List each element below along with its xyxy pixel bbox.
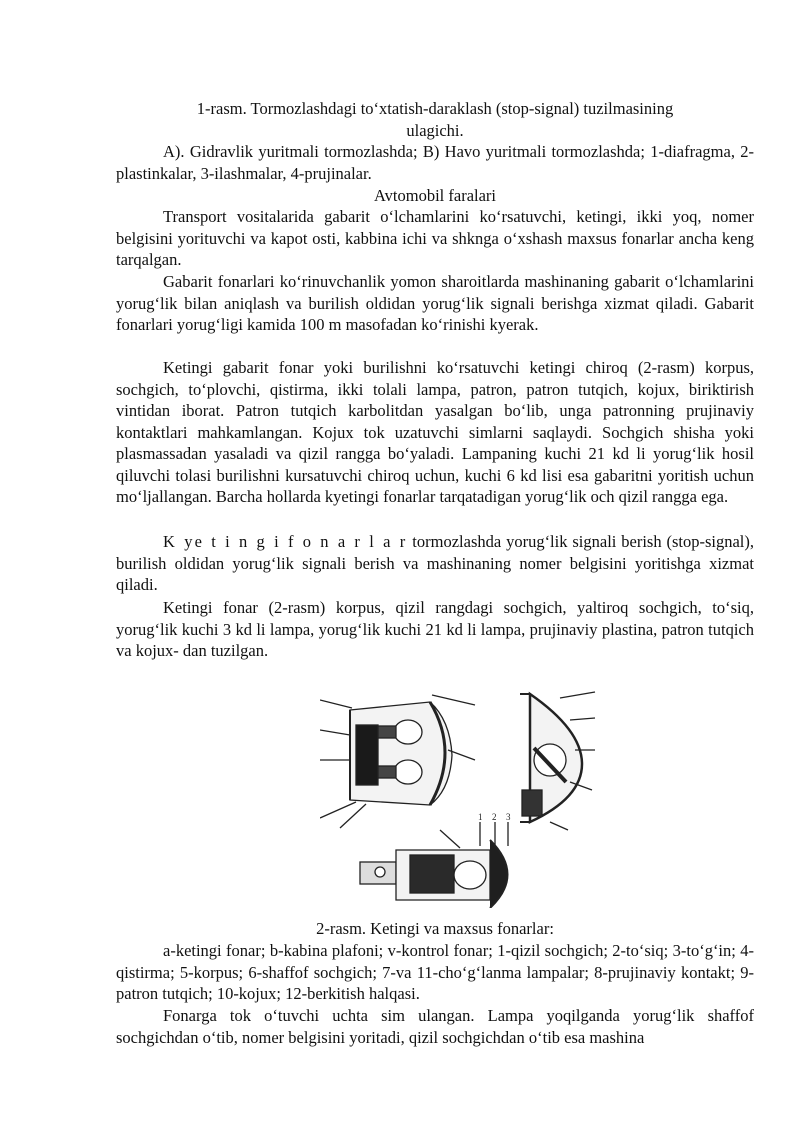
paragraph-3: Ketingi gabarit fonar yoki burilishni ko‘rsatuvchi ketingi chiroq (2-rasm) korpus, sochgich, to‘plovchi, qistirma, ikki tolali lampa, patron, patron tutqich, kojux, biriktirish vintidan iborat. Patron tutqich karbolitdan yasalgan bo‘lib, unga patronning prujinaviy kontaktlari mahkamlangan. Kojux tok uzatuvchi simlarni saqlaydi. Sochgich shisha yoki plasmassadan yasaladi va qizil rangga bo‘yaladi. Lampaning kuchi 21 kd li yorug‘lik hosil qiluvchi tolasi burilishni kursatuvchi chiroq uchun, kuchi 6 kd lisi esa gabaritni yoritish uchun mo‘ljallangan. Barcha hollarda kyetingi fonarlar tarqatadigan yorug‘lik och qizil rangga ega. (116, 358, 754, 506)
figure1-caption-line1: 1-rasm. Tormozlashdagi to‘xtatish-daraklash (stop-signal) tuzilmasining (196, 99, 674, 118)
figure1-caption-line2: ulagichi. (406, 120, 464, 140)
paragraph-1: Transport vositalarida gabarit o‘lchamlarini ko‘rsatuvchi, ketingi, ikki yoq, nomer belgisini yorituvchi va kapot osti, kabbina ichi va shkngа o‘xshash maxsus fonarlar ancha keng tarqalgan. (116, 207, 754, 269)
figure-mark-2: 2 (492, 812, 497, 822)
lamp-drawing (320, 690, 600, 908)
rear-lamp-drawing (320, 695, 475, 828)
section-title: Avtomobil faralari (373, 186, 497, 205)
figure-2-illustration (320, 690, 600, 908)
figure1-legend: A). Gidravlik yuritmali tormozlashda; B) Havo yuritmali tormozlashda; 1-diafragma, 2-plastinkalar, 3-ilashmalar, 4-prujinalar. (116, 142, 754, 183)
figure-mark-1: 1 (478, 812, 483, 822)
figure1-caption (116, 98, 754, 141)
paragraph-4-spaced-term: K ye t i n g i f o n a r l a r (163, 532, 408, 551)
figure-mark-3: 3 (506, 812, 511, 822)
paragraph-5: Ketingi fonar (2-rasm) korpus, qizil rangdagi sochgich, yaltiroq sochgich, to‘siq, yorug‘lik kuchi 3 kd li lampa, yorug‘lik kuchi 21 kd li lampa, prujinaviy plastina, patron tutqich va kojux- dan tuzilgan. (116, 598, 754, 660)
paragraph-4 (116, 531, 754, 596)
figure2-caption: 2-rasm. Ketingi va maxsus fonarlar: (316, 919, 554, 938)
control-lamp-drawing (360, 822, 508, 908)
closing-paragraph: Fonarga tok o‘tuvchi uchta sim ulangan. Lampa yoqilganda yorug‘lik shaffof sochgichdan o‘tib, nomer belgisini yoritadi, qizil sochgichdan o‘tib esa mashina (116, 1006, 754, 1047)
cabin-light-drawing (520, 692, 595, 830)
figure2-legend: a-ketingi fonar; b-kabina plafoni; v-kontrol fonar; 1-qizil sochgich; 2-to‘siq; 3-to‘g‘in; 4-qistirma; 5-korpus; 6-shaffof sochgich; 7-va 11-cho‘g‘lanma lampalar; 8-prujinaviy kontakt; 9-patron tutqich; 10-kojux; 12-berkitish halqasi. (116, 941, 754, 1003)
paragraph-4-body: tormozlashda yorug‘lik signali berish (stop-signal), burilish oldidan yorug‘lik signali berish va mashinaning nomer belgisini yoritishga xizmat qiladi. (116, 532, 754, 594)
paragraph-2: Gabarit fonarlari ko‘rinuvchanlik yomon sharoitlarda mashinaning gabarit o‘lchamlarini yorug‘lik bilan aniqlash va burilish oldidan yorug‘lik signali berishga xizmat qiladi. Gabarit fonarlari yorug‘ligi kamida 100 m masofadan ko‘rinishi kyerak. (116, 272, 754, 334)
